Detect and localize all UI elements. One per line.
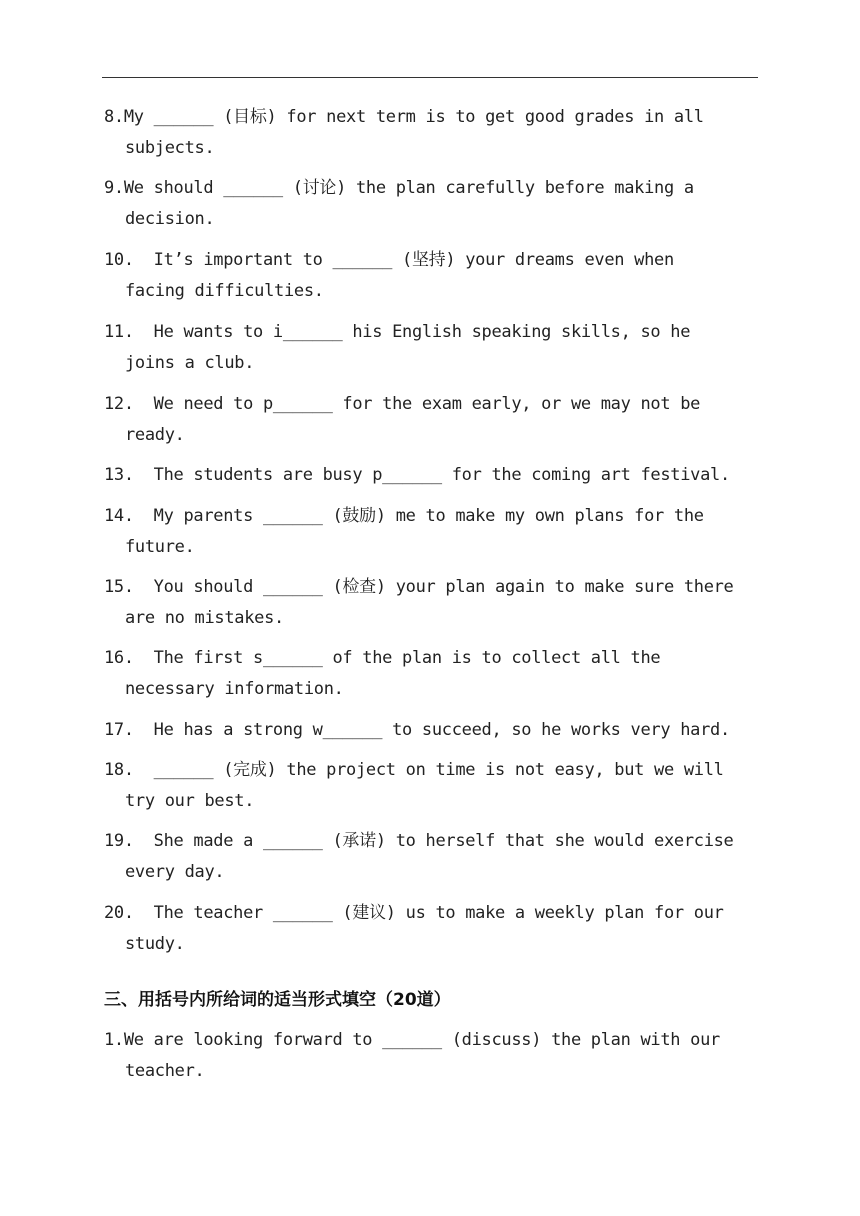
question-text: 12. We need to p______ for the exam early, or we may not be bbox=[104, 394, 701, 414]
question-text: 14. My parents ______ (鼓励) me to make my own plans for the bbox=[104, 506, 704, 526]
question-text: 13. The students are busy p______ for the coming art festival. bbox=[104, 465, 730, 485]
question-20 bbox=[104, 898, 764, 960]
question-text: 18. ______ (完成) the project on time is not easy, but we will bbox=[104, 760, 724, 780]
header-rule bbox=[102, 77, 758, 78]
question-13 bbox=[104, 460, 764, 491]
question-text-cont: are no mistakes. bbox=[125, 608, 284, 628]
question-text: 16. The first s______ of the plan is to collect all the bbox=[104, 648, 661, 668]
question-18 bbox=[104, 755, 764, 817]
question-19 bbox=[104, 826, 764, 888]
question-text-cont: try our best. bbox=[125, 791, 255, 811]
question-text: 8.My ______ (目标) for next term is to get good grades in all bbox=[104, 107, 704, 127]
section-heading: 三、用括号内所给词的适当形式填空（20道） bbox=[104, 990, 451, 1010]
question-text-cont: subjects. bbox=[125, 138, 215, 158]
question-text-cont: decision. bbox=[125, 209, 215, 229]
question-text: 17. He has a strong w______ to succeed, so he works very hard. bbox=[104, 720, 730, 740]
question-text-cont: joins a club. bbox=[125, 353, 255, 373]
question-9 bbox=[104, 173, 764, 235]
question-text: 11. He wants to i______ his English speaking skills, so he bbox=[104, 322, 691, 342]
question-8 bbox=[104, 102, 764, 164]
question-text-cont: future. bbox=[125, 537, 195, 557]
question-17 bbox=[104, 715, 764, 746]
question-16 bbox=[104, 643, 764, 705]
question-10 bbox=[104, 245, 764, 307]
question-15 bbox=[104, 572, 764, 634]
question-text: 1.We are looking forward to ______ (discuss) the plan with our bbox=[104, 1030, 720, 1050]
question-text-cont: every day. bbox=[125, 862, 225, 882]
question-text: 10. It’s important to ______ (坚持) your dreams even when bbox=[104, 250, 674, 270]
question-text-cont: study. bbox=[125, 934, 185, 954]
question-text-cont: facing difficulties. bbox=[125, 281, 324, 301]
section3-question-1 bbox=[104, 1025, 764, 1087]
question-text: 19. She made a ______ (承诺) to herself that she would exercise bbox=[104, 831, 734, 851]
question-14 bbox=[104, 501, 764, 563]
question-text: 20. The teacher ______ (建议) us to make a weekly plan for our bbox=[104, 903, 724, 923]
question-text-cont: teacher. bbox=[125, 1061, 205, 1081]
question-text: 9.We should ______ (讨论) the plan carefully before making a bbox=[104, 178, 694, 198]
question-12 bbox=[104, 389, 764, 451]
question-text-cont: necessary information. bbox=[125, 679, 344, 699]
question-11 bbox=[104, 317, 764, 379]
question-text: 15. You should ______ (检查) your plan again to make sure there bbox=[104, 577, 734, 597]
question-text-cont: ready. bbox=[125, 425, 185, 445]
